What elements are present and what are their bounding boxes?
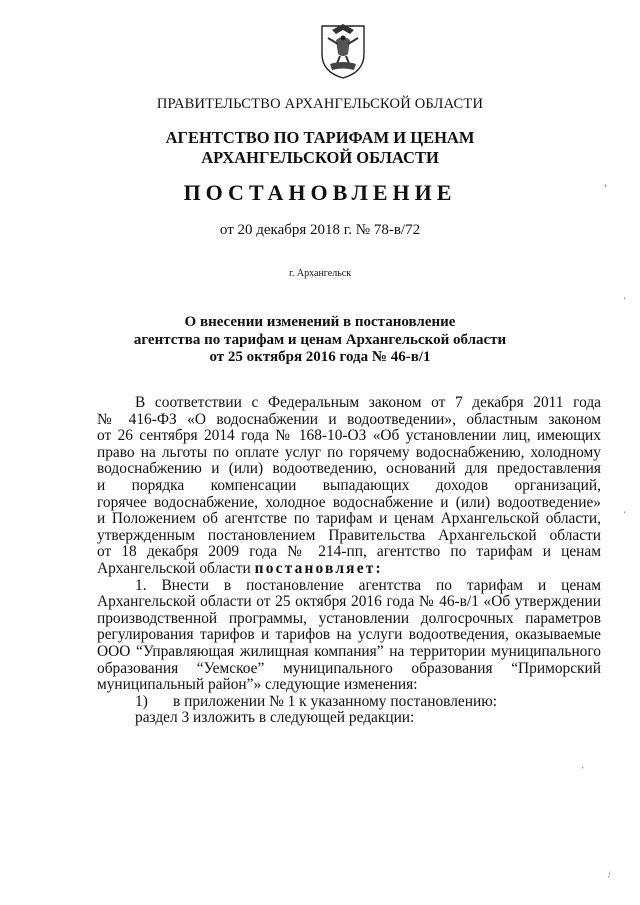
text-line: образования “Уемское” муниципального образования “Приморский xyxy=(97,660,601,677)
document-city: г. Архангельск xyxy=(288,268,352,279)
paragraph-item-1 xyxy=(97,578,601,727)
text-line-last: муниципальный район”» следующие изменения: xyxy=(97,677,418,694)
paragraph-preamble xyxy=(97,395,601,578)
text-line: от 18 декабря 2009 года № 214-пп, агентство по тарифам и ценам xyxy=(97,544,601,561)
document-title xyxy=(0,314,640,367)
scan-mark: ' xyxy=(582,765,584,775)
document-type: ПОСТАНОВЛЕНИЕ xyxy=(183,180,457,205)
agency-name-line2: АРХАНГЕЛЬСКОЙ ОБЛАСТИ xyxy=(201,148,439,167)
scan-mark: ' xyxy=(624,296,626,306)
title-line2: агентства по тарифам и ценам Архангельской области xyxy=(133,331,507,348)
scan-mark: ' xyxy=(624,510,626,520)
coat-of-arms-icon xyxy=(318,20,368,80)
text-line: производственной программы, установлении долгосрочных параметров xyxy=(97,610,601,627)
text-line: В соответствии с Федеральным законом от 7 декабря 2011 года xyxy=(135,395,601,411)
text-line: утвержденным постановлением Правительства Архангельской области xyxy=(97,527,601,544)
sub-item-text: в приложении № 1 к указанному постановлению: xyxy=(173,693,497,710)
text-line: Архангельской области от 25 октября 2016 года № 46-в/1 «Об утверждении xyxy=(97,594,601,611)
text-line: № 416-ФЗ «О водоснабжении и водоотведении», областным законом xyxy=(97,411,601,428)
government-name: ПРАВИТЕЛЬСТВО АРХАНГЕЛЬСКОЙ ОБЛАСТИ xyxy=(156,96,484,112)
text-line: право на льготы по оплате услуг по горячему водоснабжению, холодному xyxy=(97,444,601,461)
text-line: 1. Внести в постановление агентства по тарифам и ценам xyxy=(135,577,601,594)
document-date-number: от 20 декабря 2018 г. № 78-в/72 xyxy=(219,222,421,238)
text-line: от 26 сентября 2014 года № 168-10-ОЗ «Об установлении лиц, имеющих xyxy=(97,428,601,445)
scan-mark: › xyxy=(604,180,607,190)
text-line-last xyxy=(97,561,601,578)
text-line: водоснабжению и (или) водоотведению, оснований для предоставления xyxy=(97,461,601,478)
sub-item-1 xyxy=(97,694,601,711)
text-line: и порядка компенсации выпадающих доходов организаций, xyxy=(97,477,601,494)
agency-name xyxy=(0,128,640,168)
text-line: горячее водоснабжение, холодное водоснабжение и (или) водоотведение» xyxy=(97,494,601,511)
text-line: ООО “Управляющая жилищная компания” на территории муниципального xyxy=(97,643,601,660)
resolves-word: постановляет: xyxy=(254,560,383,577)
text-line: и Положением об агентстве по тарифам и ценам Архангельской области, xyxy=(97,511,601,528)
title-line3: от 25 октября 2016 года № 46-в/1 xyxy=(209,349,431,365)
title-line1: О внесении изменений в постановление xyxy=(184,314,456,330)
text-prefix: Архангельской области xyxy=(97,560,251,577)
scan-mark: / xyxy=(608,870,611,880)
sub-item-number: 1) xyxy=(135,693,148,710)
sub-item-2: раздел 3 изложить в следующей редакции: xyxy=(135,710,415,727)
agency-name-line1: АГЕНТСТВО ПО ТАРИФАМ И ЦЕНАМ xyxy=(165,128,475,147)
text-line: регулирования тарифов и тарифов на услуги водоотведения, оказываемые xyxy=(97,627,601,644)
